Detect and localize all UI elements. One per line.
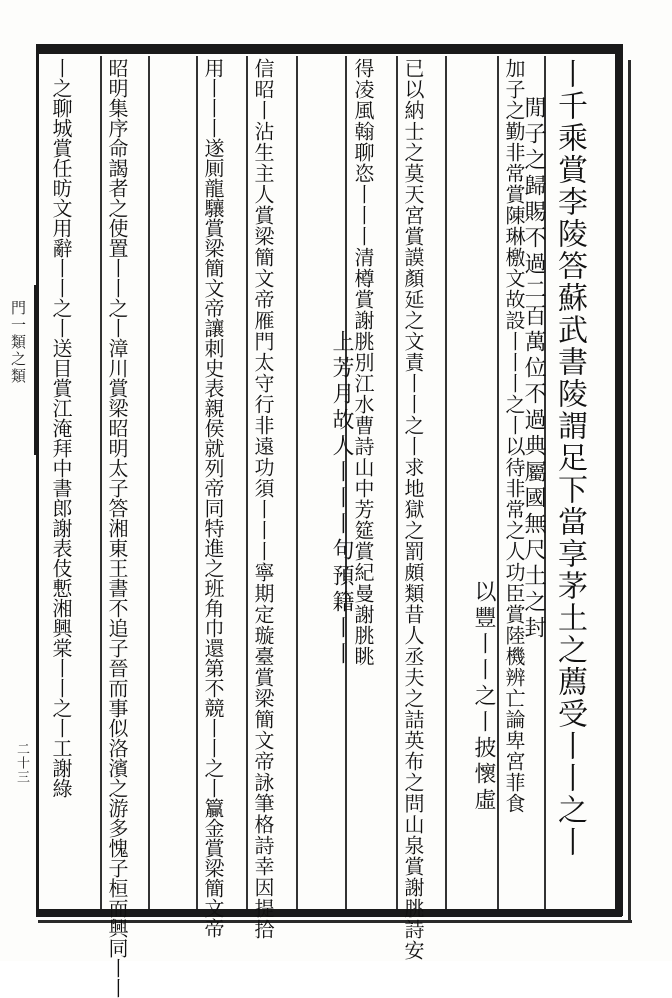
outer-right-shadow-rule [628,60,631,922]
text-column-9: 用丨丨丨遂厠龍驤賞梁簡文帝讓刺史表親侯就列帝同特進之班角巾還第不競丨丨之丨籯金賞梁簡文帝 [201,58,225,938]
text-column-3: 加子之勤非常賞陳琳檄文故設丨丨丨之丨以待非常之人功臣賞陸機辨亡論卑宮菲食 [502,58,526,814]
top-border-rule [36,44,622,54]
column-rule [148,56,150,909]
text-column-4: 以豐丨丨之丨披懷虛 [471,580,496,814]
text-column-10: 昭明集序命謁者之使置丨丨之丨漳川賞梁昭明太子答湘東王書不追子晉而事似洛濱之游多愧子桓而興同丨丨 [105,58,129,998]
text-column-6: 得凌風翰聊恣丨丨丨清樽賞謝朓別江水曹詩山中芳筵賞紀曼謝朓眺 [351,58,375,667]
column-rule [196,56,198,909]
text-column-2: 閒子之歸賜不過二百萬位不過典屬國無尺土之封 [521,96,546,642]
column-rule [100,56,102,909]
text-column-8: 信昭丨沾生主人賞梁簡文帝雁門太守行非遠功須丨丨丨寧期定璇臺賞梁簡文帝詠筆格詩幸因提拾 [251,58,275,940]
margin-title: 門一類之類 [9,300,27,385]
text-column-7: 上芳月故人丨丨丨句預籍丨丨 [329,330,354,668]
page-number: 二十三 [14,742,29,784]
text-column-11: 丨之聊城賞任昉文用辭丨丨之丨送目賞江淹拜中書郎謝表伎慙湘興棠丨丨之丨工謝綠 [49,58,73,798]
text-column-1: 丨千乘賞李陵答蘇武書陵謂足下當享茅土之薦受丨丨之丨 [552,58,587,858]
right-border-rule [615,44,623,916]
column-rule [445,56,447,909]
text-column-5: 已以納士之莫天宮賞謨顏延之文責丨丨之丨求地獄之罰頗類昔人丞夫之詰英布之問山泉賞謝朓詩安 [401,58,425,961]
column-rule [296,56,298,909]
column-rule [246,56,248,909]
column-rule [396,56,398,909]
column-rule [497,56,499,909]
